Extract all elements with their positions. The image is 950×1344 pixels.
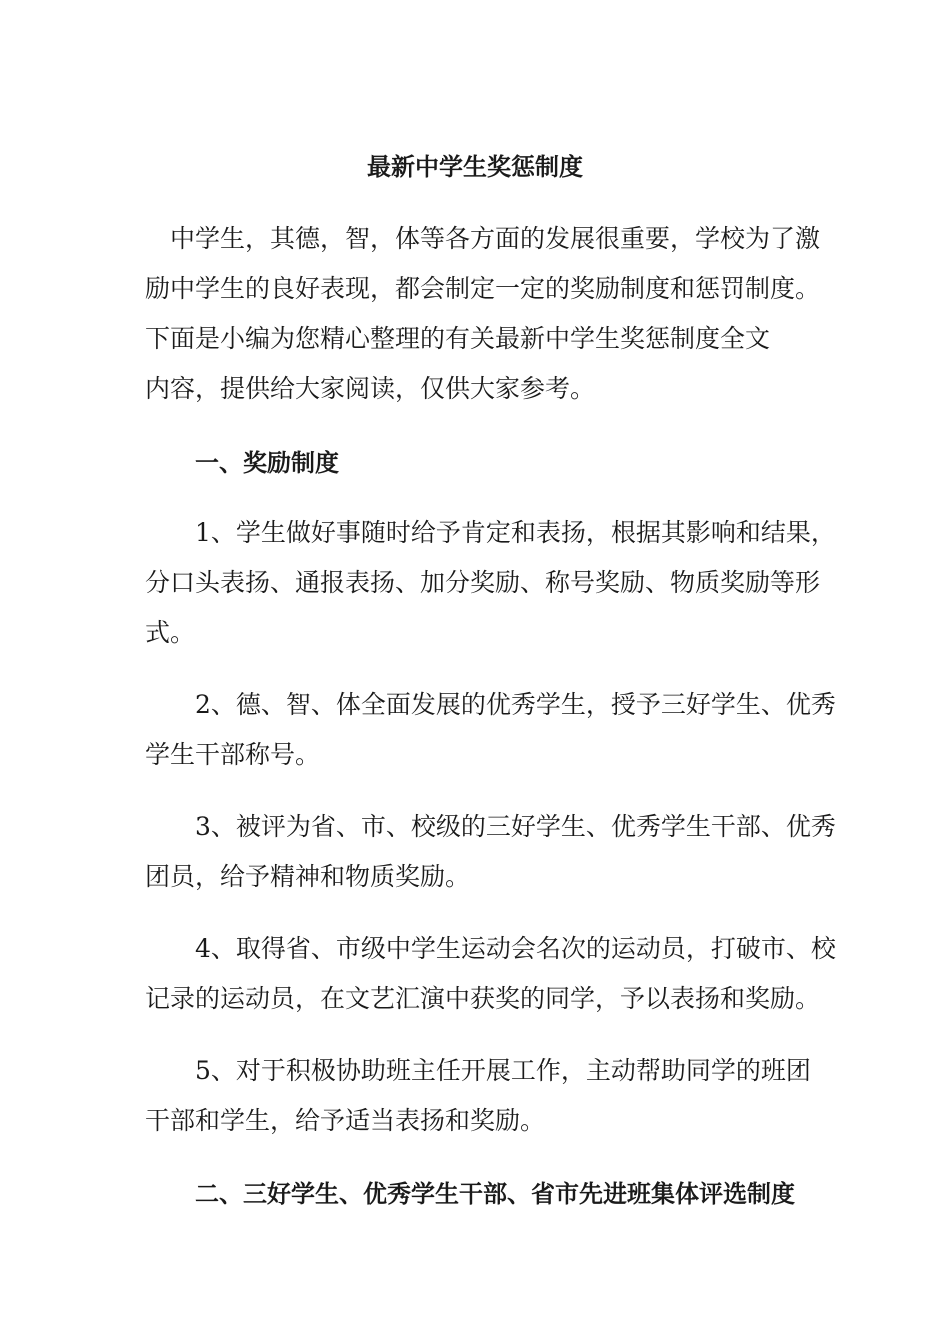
reward-item-4 bbox=[145, 924, 836, 1024]
reward-item-line: 2、德、智、体全面发展的优秀学生，授予三好学生、优秀 bbox=[145, 690, 836, 719]
document-title: 最新中学生奖惩制度 bbox=[367, 153, 583, 181]
reward-item-line: 团员，给予精神和物质奖励。 bbox=[145, 862, 471, 891]
intro-line: 下面是小编为您精心整理的有关最新中学生奖惩制度全文 bbox=[145, 324, 771, 353]
reward-item-1 bbox=[145, 508, 836, 658]
reward-item-line: 3、被评为省、市、校级的三好学生、优秀学生干部、优秀 bbox=[145, 812, 836, 841]
reward-item-2 bbox=[145, 680, 836, 780]
reward-item-5 bbox=[145, 1046, 815, 1146]
reward-item-line: 分口头表扬、通报表扬、加分奖励、称号奖励、物质奖励等形 bbox=[145, 568, 821, 597]
intro-paragraph bbox=[145, 214, 821, 414]
section-heading-rewards: 一、奖励制度 bbox=[195, 449, 339, 477]
reward-item-line: 干部和学生，给予适当表扬和奖励。 bbox=[145, 1106, 546, 1135]
intro-line: 内容，提供给大家阅读，仅供大家参考。 bbox=[145, 374, 596, 403]
reward-item-line: 5、对于积极协助班主任开展工作，主动帮助同学的班团 bbox=[145, 1056, 811, 1085]
reward-item-line: 式。 bbox=[145, 618, 196, 647]
reward-item-line: 记录的运动员，在文艺汇演中获奖的同学，予以表扬和奖励。 bbox=[145, 984, 821, 1013]
intro-line: 中学生，其德，智，体等各方面的发展很重要，学校为了激 bbox=[145, 224, 821, 253]
reward-item-line: 1、学生做好事随时给予肯定和表扬，根据其影响和结果， bbox=[145, 518, 836, 547]
section-heading-selection: 二、三好学生、优秀学生干部、省市先进班集体评选制度 bbox=[195, 1180, 795, 1208]
intro-line: 励中学生的良好表现，都会制定一定的奖励制度和惩罚制度。 bbox=[145, 274, 821, 303]
reward-item-line: 学生干部称号。 bbox=[145, 740, 321, 769]
reward-item-3 bbox=[145, 802, 836, 902]
reward-item-line: 4、取得省、市级中学生运动会名次的运动员，打破市、校 bbox=[145, 934, 836, 963]
